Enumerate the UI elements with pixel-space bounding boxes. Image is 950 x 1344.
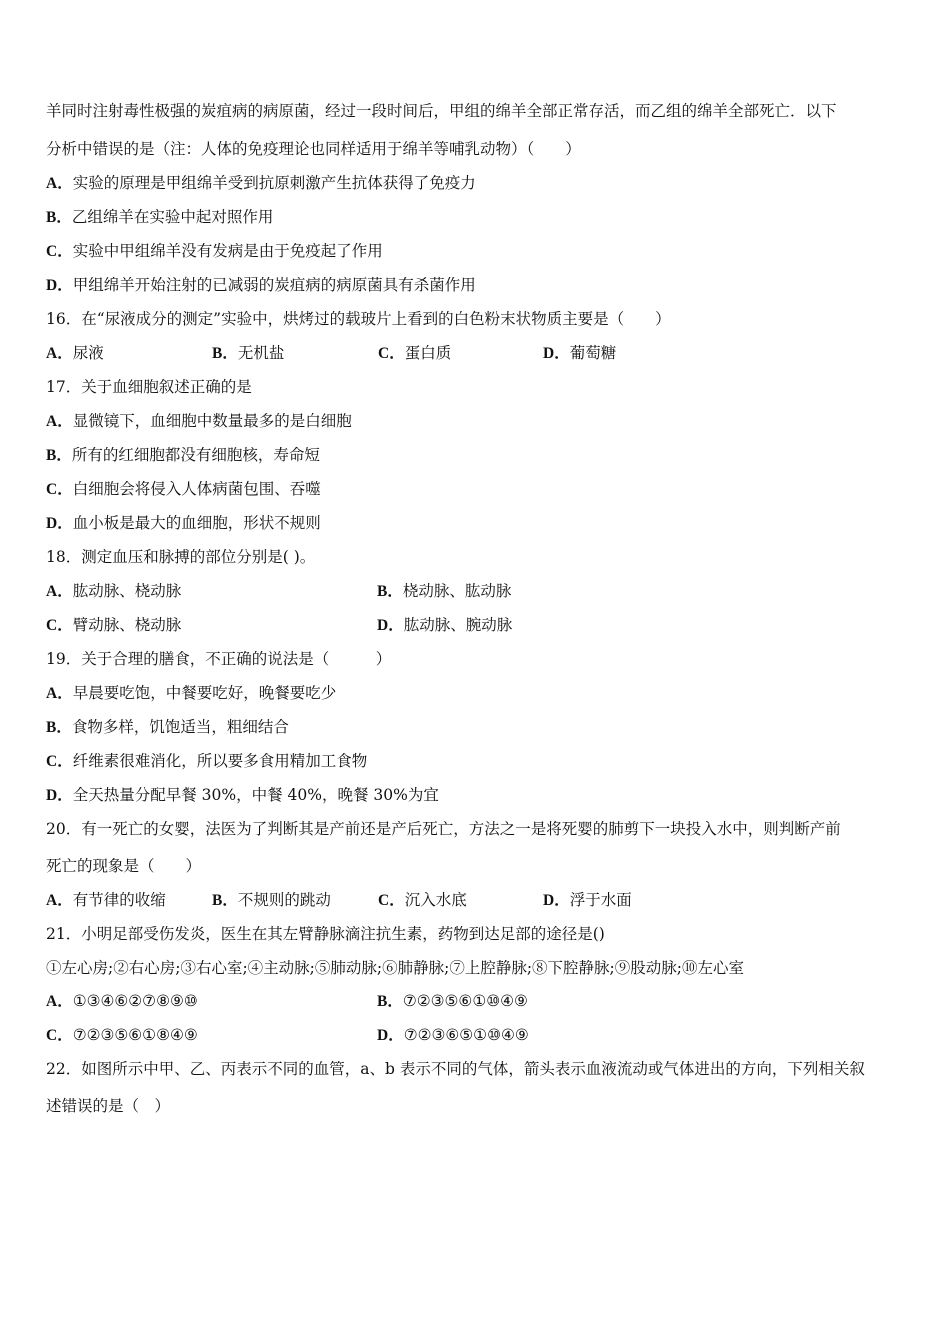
- option-text: 食物多样，饥饱适当，粗细结合: [71, 718, 289, 736]
- option-text: 不规则的跳动: [237, 891, 331, 909]
- option-text: 浮于水面: [569, 891, 632, 909]
- question-18-option-d: [377, 615, 512, 636]
- question-17-option-b: [46, 445, 320, 466]
- option-text: 无机盐: [237, 344, 285, 362]
- question-15-option-a: [46, 173, 476, 194]
- question-16-option-a: [46, 343, 104, 364]
- option-letter: A．: [46, 583, 73, 600]
- option-text: 血小板是最大的血细胞，形状不规则: [72, 514, 321, 532]
- question-19-option-a: [46, 683, 336, 704]
- option-letter: D．: [377, 1027, 404, 1044]
- option-letter: A．: [46, 892, 73, 909]
- option-letter: C．: [46, 753, 73, 770]
- option-text: 实验的原理是甲组绵羊受到抗原刺激产生抗体获得了免疫力: [72, 174, 476, 192]
- question-16-option-d: [543, 343, 616, 364]
- option-letter: B．: [46, 447, 72, 464]
- question-18-option-b: [377, 581, 511, 602]
- question-15-stem-line2: 分析中错误的是（注：人体的免疫理论也同样适用于绵羊等哺乳动物）（ ）: [46, 140, 581, 158]
- question-19-option-d: [46, 785, 439, 806]
- option-text: 甲组绵羊开始注射的已减弱的炭疽病的病原菌具有杀菌作用: [72, 276, 476, 294]
- option-letter: A．: [46, 175, 73, 192]
- question-20-option-d: [543, 890, 632, 911]
- option-letter: B．: [46, 719, 72, 736]
- option-letter: D．: [46, 515, 73, 532]
- question-16-stem: 16．在“尿液成分的测定”实验中，烘烤过的载玻片上看到的白色粉末状物质主要是（ ）: [46, 310, 671, 328]
- question-19-option-b: [46, 717, 289, 738]
- question-18-option-a: [46, 581, 181, 602]
- option-text: 葡萄糖: [569, 344, 617, 362]
- option-letter: A．: [46, 413, 73, 430]
- option-letter: D．: [543, 892, 570, 909]
- option-letter: A．: [46, 685, 73, 702]
- option-text: 臂动脉、桡动脉: [72, 616, 182, 634]
- option-letter: B．: [377, 993, 403, 1010]
- question-15-option-b: [46, 207, 273, 228]
- question-22-stem-line2: 述错误的是（ ）: [46, 1097, 171, 1115]
- question-21-items: ①左心房;②右心房;③右心室;④主动脉;⑤肺动脉;⑥肺静脉;⑦上腔静脉;⑧下腔静脉;⑨股动脉;⑩左心室: [46, 959, 745, 977]
- option-text: 纤维素很难消化，所以要多食用精加工食物: [72, 752, 368, 770]
- question-15-stem-line1: 羊同时注射毒性极强的炭疽病的病原菌，经过一段时间后，甲组的绵羊全部正常存活，而乙组的绵羊全部死亡．以下: [46, 102, 837, 120]
- question-15-option-d: [46, 275, 476, 296]
- question-17-option-d: [46, 513, 321, 534]
- question-15-option-c: [46, 241, 383, 262]
- question-18-option-c: [46, 615, 181, 636]
- option-text: 肱动脉、桡动脉: [72, 582, 182, 600]
- option-text: 肱动脉、腕动脉: [403, 616, 513, 634]
- question-17-option-a: [46, 411, 352, 432]
- option-text: 沉入水底: [404, 891, 467, 909]
- option-text: 尿液: [72, 344, 104, 362]
- option-text: ⑦②③⑤⑥①⑧④⑨: [72, 1026, 198, 1044]
- option-text: 乙组绵羊在实验中起对照作用: [71, 208, 274, 226]
- question-16-option-c: [378, 343, 451, 364]
- question-21-option-a: [46, 991, 198, 1012]
- option-text: 桡动脉、肱动脉: [402, 582, 512, 600]
- option-letter: D．: [543, 345, 570, 362]
- question-17-stem: 17．关于血细胞叙述正确的是: [46, 378, 252, 396]
- question-20-stem-line2: 死亡的现象是（ ）: [46, 857, 202, 875]
- question-16-option-b: [212, 343, 284, 364]
- option-letter: B．: [212, 345, 238, 362]
- option-letter: D．: [46, 277, 73, 294]
- option-text: ①③④⑥②⑦⑧⑨⑩: [72, 992, 198, 1010]
- option-text: 实验中甲组绵羊没有发病是由于免疫起了作用: [72, 242, 383, 260]
- option-letter: D．: [377, 617, 404, 634]
- question-19-option-c: [46, 751, 367, 772]
- question-20-option-a: [46, 890, 166, 911]
- option-letter: C．: [378, 345, 405, 362]
- question-19-stem: 19．关于合理的膳食，不正确的说法是（ ）: [46, 650, 392, 668]
- question-21-option-c: [46, 1025, 198, 1046]
- option-text: 显微镜下，血细胞中数量最多的是白细胞: [72, 412, 352, 430]
- question-20-option-c: [378, 890, 467, 911]
- question-21-option-d: [377, 1025, 529, 1046]
- option-letter: C．: [378, 892, 405, 909]
- option-letter: A．: [46, 345, 73, 362]
- question-21-stem: 21．小明足部受伤发炎，医生在其左臂静脉滴注抗生素，药物到达足部的途径是(): [46, 925, 605, 943]
- option-letter: A．: [46, 993, 73, 1010]
- question-20-stem-line1: 20．有一死亡的女婴，法医为了判断其是产前还是产后死亡，方法之一是将死婴的肺剪下一块投入水中，则判断产前: [46, 820, 841, 838]
- option-text: 白细胞会将侵入人体病菌包围、吞噬: [72, 480, 321, 498]
- question-17-option-c: [46, 479, 321, 500]
- question-20-option-b: [212, 890, 331, 911]
- option-letter: D．: [46, 787, 73, 804]
- option-text: ⑦②③⑤⑥①⑩④⑨: [402, 992, 528, 1010]
- option-letter: C．: [46, 481, 73, 498]
- question-18-stem: 18．测定血压和脉搏的部位分别是( )。: [46, 548, 316, 566]
- option-text: ⑦②③⑥⑤①⑩④⑨: [403, 1026, 529, 1044]
- option-text: 全天热量分配早餐 30%，中餐 40%，晚餐 30%为宜: [72, 786, 439, 804]
- option-letter: C．: [46, 243, 73, 260]
- option-letter: C．: [46, 1027, 73, 1044]
- option-text: 有节律的收缩: [72, 891, 166, 909]
- option-letter: B．: [377, 583, 403, 600]
- option-text: 所有的红细胞都没有细胞核，寿命短: [71, 446, 320, 464]
- option-text: 蛋白质: [404, 344, 452, 362]
- option-letter: B．: [212, 892, 238, 909]
- option-text: 早晨要吃饱，中餐要吃好，晚餐要吃少: [72, 684, 337, 702]
- question-21-option-b: [377, 991, 528, 1012]
- option-letter: B．: [46, 209, 72, 226]
- option-letter: C．: [46, 617, 73, 634]
- question-22-stem-line1: 22．如图所示中甲、乙、丙表示不同的血管，a、b 表示不同的气体，箭头表示血液流动或气体进出的方向，下列相关叙: [46, 1060, 865, 1078]
